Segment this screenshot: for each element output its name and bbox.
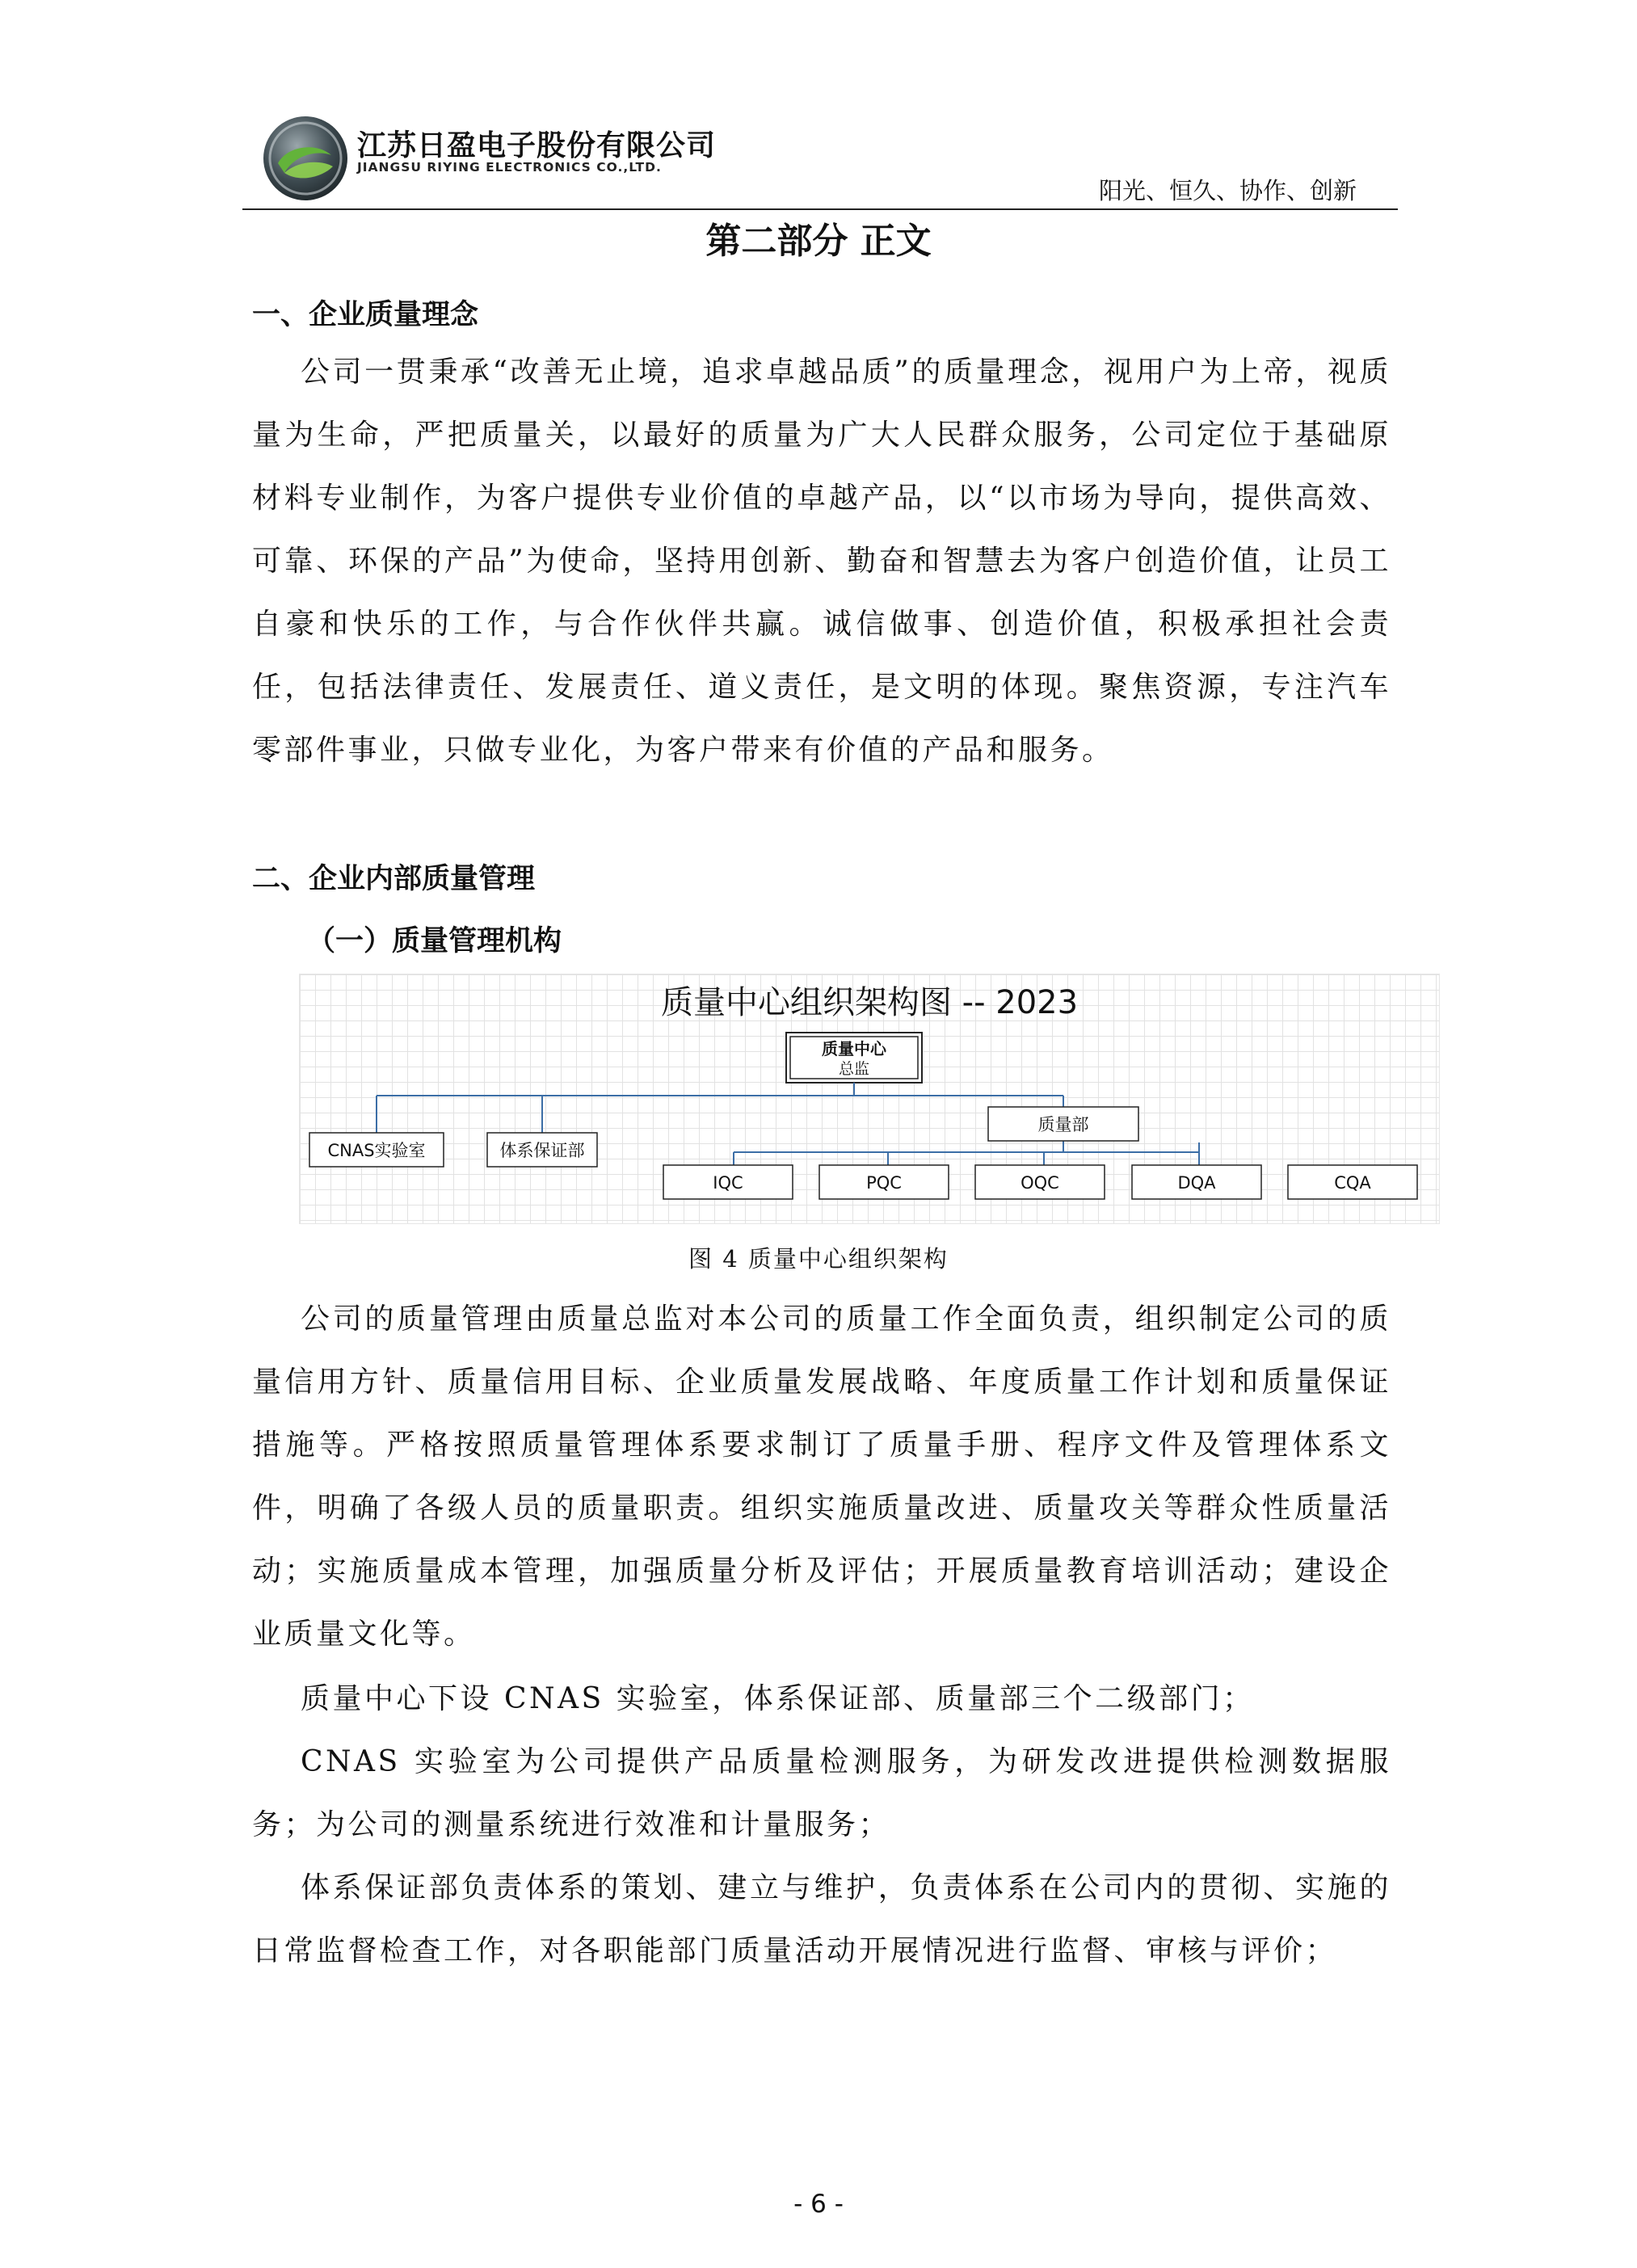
section-heading-quality-philosophy: 一、企业质量理念 <box>252 299 479 331</box>
org-node-director <box>786 1033 922 1083</box>
svg-text:PQC: PQC <box>866 1173 902 1193</box>
svg-text:OQC: OQC <box>1020 1173 1059 1193</box>
page-title: 第二部分 正文 <box>705 221 932 262</box>
org-node-director-line1: 质量中心 <box>822 1039 886 1058</box>
svg-text:质量部: 质量部 <box>1037 1115 1089 1134</box>
paragraph-quality-management: 公司的质量管理由质量总监对本公司的质量工作全面负责，组织制定公司的质量信用方针、质量信用目标、企业质量发展战略、年度质量工作计划和质量保证措施等。严格按照质量管理体系要求制订了质量手册、程序文件及管理体系文件，明确了各级人员的质量职责。组织实施质量改进、质量攻关等群众性质量活动；实施质量成本管理，加强质量分析及评估；开展质量教育培训活动；建设企业质量文化等。 <box>252 1302 1391 1651</box>
svg-text:CQA: CQA <box>1334 1173 1371 1193</box>
svg-text:体系保证部: 体系保证部 <box>499 1141 585 1160</box>
paragraph-quality-center-departments: 质量中心下设 CNAS 实验室，体系保证部、质量部三个二级部门； <box>301 1682 1255 1715</box>
svg-text:DQA: DQA <box>1177 1173 1216 1193</box>
subheading-quality-organization: （一）质量管理机构 <box>307 925 562 957</box>
header-divider <box>242 208 1398 210</box>
org-node-dqa <box>1132 1165 1261 1199</box>
header-slogan: 阳光、恒久、协作、创新 <box>1099 177 1357 204</box>
company-logo-icon <box>260 113 351 204</box>
org-node-system-assurance <box>487 1133 597 1167</box>
org-chart <box>300 974 1439 1223</box>
org-node-quality-dept <box>988 1107 1138 1141</box>
svg-text:CNAS实验室: CNAS实验室 <box>327 1141 426 1160</box>
section-heading-internal-quality: 二、企业内部质量管理 <box>252 863 536 895</box>
org-chart-figure <box>299 974 1440 1224</box>
org-node-oqc <box>975 1165 1105 1199</box>
org-node-cnas-lab <box>309 1133 444 1167</box>
company-name-cn: 江苏日盈电子股份有限公司 <box>357 129 717 162</box>
org-node-pqc <box>819 1165 949 1199</box>
svg-text:IQC: IQC <box>713 1173 743 1193</box>
org-node-iqc <box>663 1165 793 1199</box>
org-node-cqa <box>1288 1165 1417 1199</box>
paragraph-cnas-lab: CNAS 实验室为公司提供产品质量检测服务，为研发改进提供检测数据服务；为公司的测量系统进行效准和计量服务； <box>252 1745 1391 1841</box>
org-node-director-line2: 总监 <box>838 1060 870 1078</box>
paragraph-system-assurance: 体系保证部负责体系的策划、建立与维护，负责体系在公司内的贯彻、实施的日常监督检查工作，对各职能部门质量活动开展情况进行监督、审核与评价； <box>252 1871 1391 1967</box>
company-name-en: JIANGSU RIYING ELECTRONICS CO.,LTD. <box>357 160 662 175</box>
paragraph-quality-philosophy: 公司一贯秉承“改善无止境，追求卓越品质”的质量理念，视用户为上帝，视质量为生命，严把质量关，以最好的质量为广大人民群众服务，公司定位于基础原材料专业制作，为客户提供专业价值的卓越产品，以“以市场为导向，提供高效、可靠、环保的产品”为使命，坚持用创新、勤奋和智慧去为客户创造价值，让员工自豪和快乐的工作，与合作伙伴共赢。诚信做事、创造价值，积极承担社会责任，包括法律责任、发展责任、道义责任，是文明的体现。聚焦资源，专注汽车零部件事业，只做专业化，为客户带来有价值的产品和服务。 <box>252 356 1391 767</box>
figure-caption: 图 4 质量中心组织架构 <box>688 1245 949 1273</box>
page-number: - 6 - <box>793 2190 844 2219</box>
org-chart-title: 质量中心组织架构图 -- 2023 <box>660 984 1079 1021</box>
